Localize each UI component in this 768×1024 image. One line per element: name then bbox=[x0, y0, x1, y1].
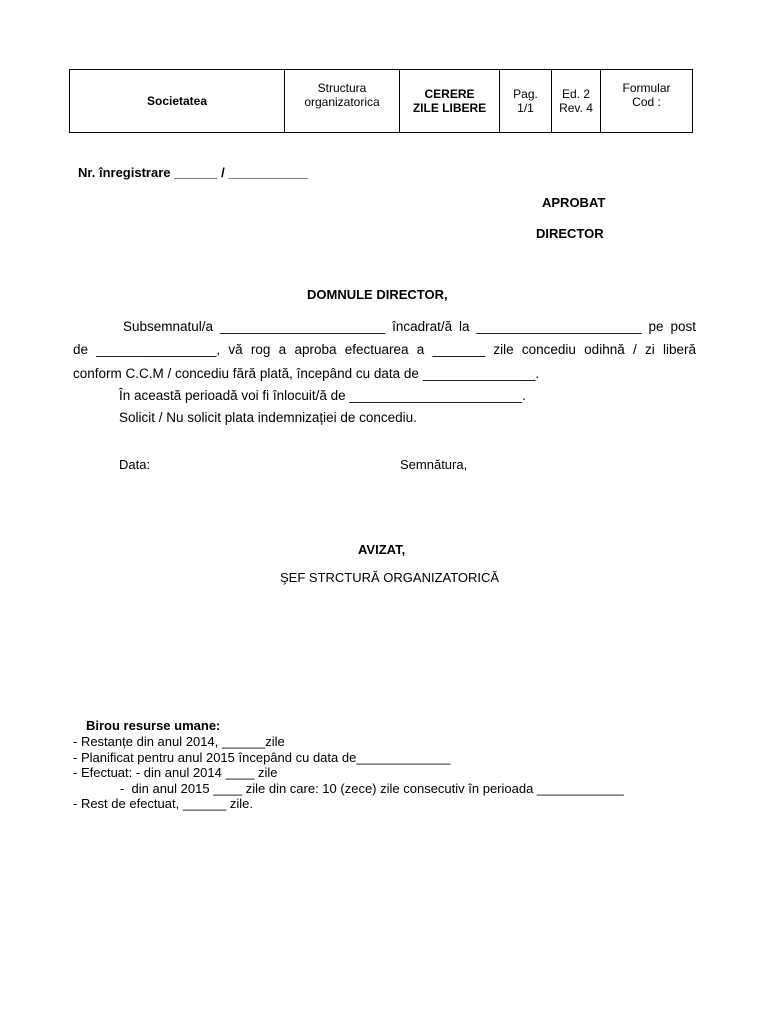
body-line-2: de ________________, vă rog a aproba efectuarea a _______ zile concediu odihnă / zi liberă bbox=[73, 342, 696, 357]
chief-title: ŞEF STRCTURĂ ORGANIZATORICĂ bbox=[280, 570, 500, 585]
registration-number: Nr. înregistrare ______ / ___________ bbox=[78, 165, 308, 180]
hr-line-efectuat-2015: - din anul 2015 ____ zile din care: 10 (zece) zile consecutiv în perioada ____________ bbox=[73, 780, 624, 796]
company-cell: Societatea bbox=[70, 70, 285, 133]
hr-list bbox=[73, 734, 624, 812]
hr-line-planificat: - Planificat pentru anul 2015 începând cu data de_____________ bbox=[73, 749, 451, 765]
approved-label: APROBAT bbox=[542, 195, 606, 210]
body-line-4: În această perioadă voi fi înlocuit/ă de _______________________. bbox=[119, 388, 526, 403]
hr-line-restante: - Restanțe din anul 2014, ______zile bbox=[73, 734, 285, 749]
body-line-3: conform C.C.M / concediu fără plată, începând cu data de _______________. bbox=[73, 366, 540, 381]
hr-line-efectuat-2014: - Efectuat: - din anul 2014 ____ zile bbox=[73, 765, 278, 780]
salutation: DOMNULE DIRECTOR, bbox=[307, 287, 448, 302]
page-line2: 1/1 bbox=[517, 101, 534, 115]
form-title-line1: CERERE bbox=[424, 87, 475, 101]
hr-line-rest: - Rest de efectuat, ______ zile. bbox=[73, 796, 253, 811]
director-label: DIRECTOR bbox=[536, 226, 604, 241]
body-line-5: Solicit / Nu solicit plata indemnizației de concediu. bbox=[119, 410, 417, 425]
edition-line2: Rev. 4 bbox=[559, 101, 593, 115]
form-code-cell bbox=[601, 70, 693, 133]
structure-line2: organizatorica bbox=[304, 95, 380, 109]
endorsed-label: AVIZAT, bbox=[358, 542, 406, 557]
edition-line1: Ed. 2 bbox=[561, 87, 591, 101]
form-title-line2: ZILE LIBERE bbox=[412, 101, 487, 115]
form-title-cell bbox=[400, 70, 500, 133]
page-cell bbox=[500, 70, 552, 133]
structure-cell bbox=[285, 70, 400, 133]
edition-cell bbox=[552, 70, 601, 133]
signature-label: Semnătura, bbox=[400, 457, 468, 472]
form-header-table bbox=[69, 69, 693, 133]
form-code-line1: Formular bbox=[622, 81, 671, 95]
date-label: Data: bbox=[119, 457, 151, 472]
body-line-1: Subsemnatul/a ______________________ încadrat/ă la ______________________ pe post bbox=[123, 319, 696, 334]
form-code-line2: Cod : bbox=[632, 95, 661, 109]
structure-line1: Structura bbox=[317, 81, 367, 95]
page-line1: Pag. bbox=[513, 87, 538, 101]
hr-title: Birou resurse umane: bbox=[86, 718, 221, 733]
